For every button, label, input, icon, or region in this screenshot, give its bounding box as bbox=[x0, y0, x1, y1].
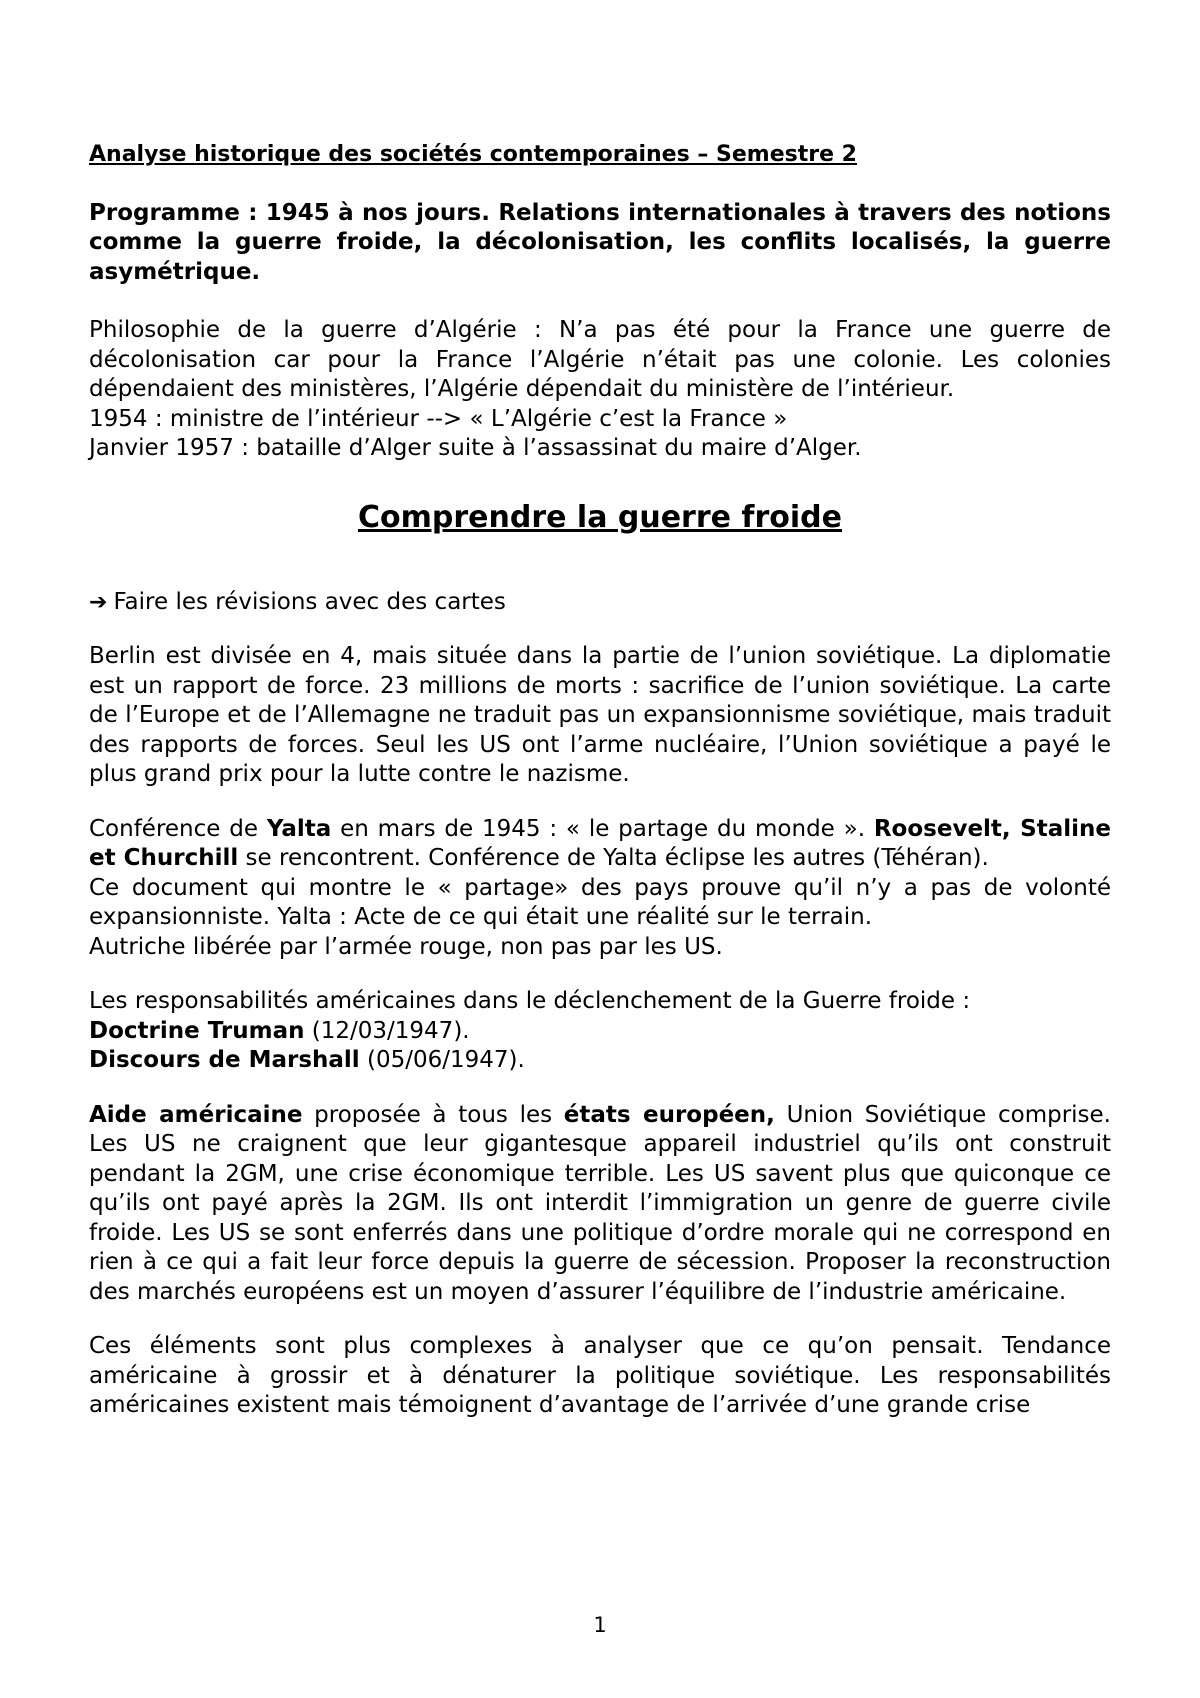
truman-line bbox=[89, 1017, 1111, 1047]
berlin-paragraph: Berlin est divisée en 4, mais située dans la partie de l’union soviétique. La diplomatie est un rapport de force. 23 millions de morts : sacrifice de l’union soviétique. La carte de l’Europe et de l’Allemagne ne traduit pas un expansionnisme soviétique, mais traduit des rapports de forces. Seul les US ont l’arme nucléaire, l’Union soviétique a payé le plus grand prix pour la lutte contre le nazisme. bbox=[89, 643, 1111, 787]
yalta-block bbox=[89, 815, 1111, 963]
document-page bbox=[89, 140, 1111, 1421]
aide-bold-2: états européen, bbox=[563, 1101, 775, 1128]
responsabilites-block bbox=[89, 987, 1111, 1076]
yalta-line-2: Ce document qui montre le « partage» des pays prouve qu’il n’y a pas de volonté expansionniste. Yalta : Acte de ce qui était une réalité sur le terrain. bbox=[89, 874, 1111, 930]
revisions-text: Faire les révisions avec des cartes bbox=[113, 588, 506, 615]
document-title: Analyse historique des sociétés contemporaines – Semestre 2 bbox=[89, 142, 857, 167]
yalta-text-2: en mars de 1945 : « le partage du monde ». bbox=[331, 815, 874, 842]
algerie-paragraph: Philosophie de la guerre d’Algérie : N’a pas été pour la France une guerre de décolonisation car pour la France l’Algérie n’était pas une colonie. Les colonies dépendaient des ministères, l’Algérie dépendait du ministère de l’intérieur. bbox=[89, 317, 1111, 402]
programme-paragraph: Programme : 1945 à nos jours. Relations internationales à travers des notions comme la guerre froide, la décolonisation, les conflits localisés, la guerre asymétrique. bbox=[89, 199, 1111, 285]
yalta-text-1: Conférence de bbox=[89, 815, 267, 842]
aide-bold-1: Aide américaine bbox=[89, 1101, 303, 1128]
yalta-bold-1: Yalta bbox=[266, 815, 332, 842]
algerie-line-1957: Janvier 1957 : bataille d’Alger suite à l’assassinat du maire d’Alger. bbox=[89, 435, 862, 461]
aide-text-1: proposée à tous les bbox=[302, 1101, 564, 1128]
aide-paragraph bbox=[89, 1101, 1111, 1308]
marshall-line bbox=[89, 1046, 1111, 1076]
marshall-rest: (05/06/1947). bbox=[359, 1047, 525, 1073]
yalta-bold-2: Roosevelt, Staline et Churchill bbox=[89, 815, 1111, 871]
marshall-bold: Discours de Marshall bbox=[89, 1047, 360, 1073]
arrow-right-icon: ➔ bbox=[89, 589, 108, 615]
truman-rest: (12/03/1947). bbox=[304, 1017, 470, 1044]
yalta-text-3: se rencontrent. Conférence de Yalta éclipse les autres (Téhéran). bbox=[238, 845, 989, 871]
page-number: 1 bbox=[593, 1613, 607, 1637]
revisions-line bbox=[89, 588, 1111, 618]
responsabilites-intro: Les responsabilités américaines dans le déclenchement de la Guerre froide : bbox=[89, 988, 971, 1014]
algerie-line-1954: 1954 : ministre de l’intérieur --> « L’Algérie c’est la France » bbox=[89, 405, 788, 432]
aide-text-2: Union Soviétique comprise. Les US ne craignent que leur gigantesque appareil industriel qu’ils ont construit pendant la 2GM, une crise économique terrible. Les US savent plus que quiconque ce qu’ils ont payé après la 2GM. Ils ont interdit l’immigration un genre de guerre civile froide. Les US se sont enferrés dans une politique d’ordre morale qui ne correspond en rien à ce qui a fait leur force depuis la guerre de sécession. Proposer la reconstruction des marchés européens est un moyen d’assurer l’équilibre de l’industrie américaine. bbox=[89, 1101, 1111, 1305]
truman-bold: Doctrine Truman bbox=[89, 1017, 305, 1044]
section-heading: Comprendre la guerre froide bbox=[357, 499, 842, 535]
yalta-paragraph bbox=[89, 815, 1111, 874]
algerie-block bbox=[89, 316, 1111, 464]
yalta-line-3: Autriche libérée par l’armée rouge, non pas par les US. bbox=[89, 933, 723, 960]
conclusion-paragraph: Ces éléments sont plus complexes à analyser que ce qu’on pensait. Tendance américaine à grossir et à dénaturer la politique soviétique. Les responsabilités américaines existent mais témoignent d’avantage de l’arrivée d’une grande crise bbox=[89, 1333, 1111, 1418]
